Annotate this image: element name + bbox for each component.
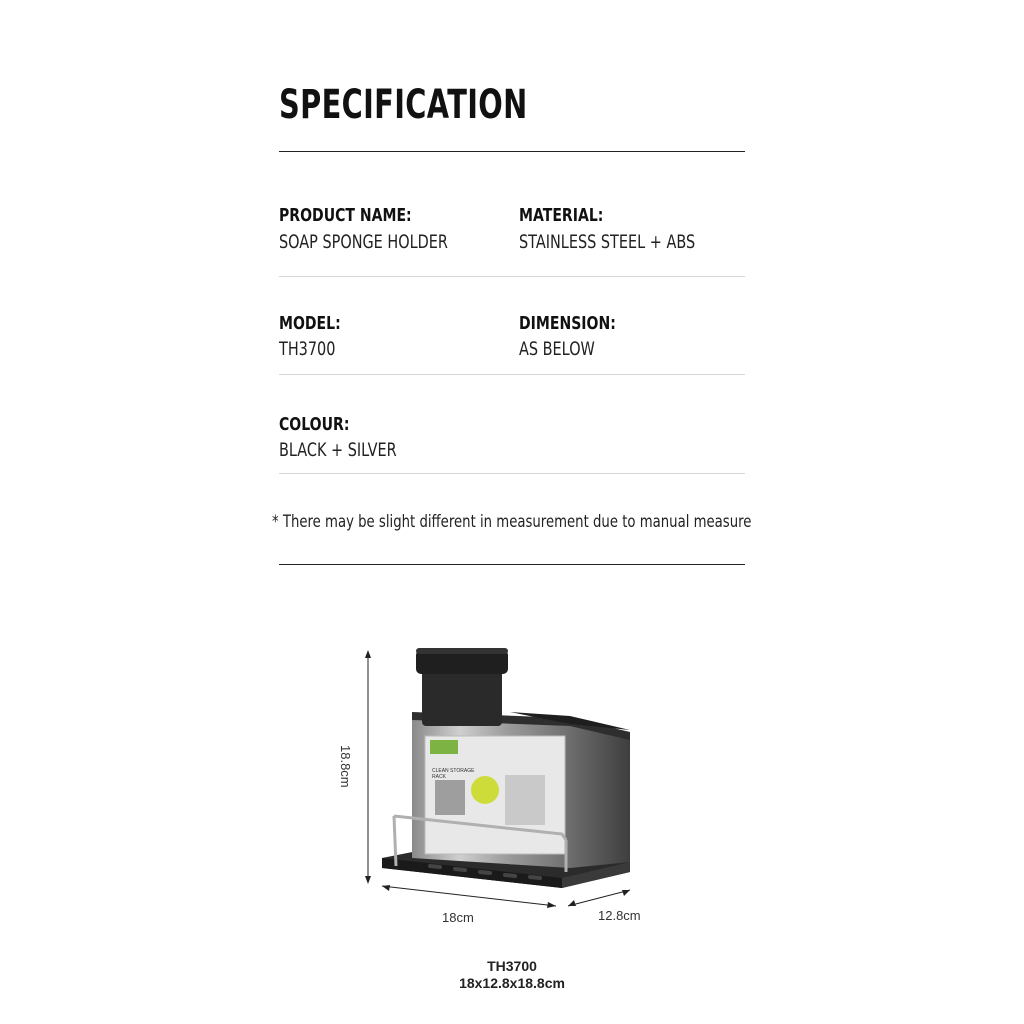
width-dimension-label: 18cm [442, 910, 474, 925]
divider [279, 564, 745, 565]
height-arrow [365, 650, 371, 884]
height-dimension-label: 18.8cm [338, 745, 353, 788]
divider [279, 276, 745, 277]
material-value: STAINLESS STEEL + ABS [519, 231, 696, 253]
caption-size: 18x12.8x18.8cm [459, 975, 565, 991]
colour-value: BLACK + SILVER [279, 439, 397, 461]
product-name-value: SOAP SPONGE HOLDER [279, 231, 448, 253]
package-text-line1: CLEAN STORAGE [432, 768, 475, 774]
divider [279, 473, 745, 474]
depth-arrow [568, 890, 630, 906]
package-text-line2: RACK [432, 774, 446, 780]
divider [279, 151, 745, 152]
caption-model: TH3700 [487, 958, 537, 974]
page-title: SPECIFICATION [279, 82, 528, 128]
product-image [330, 640, 670, 940]
measurement-note: * There may be slight different in measurement due to manual measure [272, 512, 752, 532]
divider [279, 374, 745, 375]
soap-pump [416, 648, 508, 726]
material-label: MATERIAL: [519, 205, 604, 226]
depth-dimension-label: 12.8cm [598, 908, 641, 923]
caddy-body [412, 712, 630, 868]
model-value: TH3700 [279, 338, 336, 360]
product-name-label: PRODUCT NAME: [279, 205, 412, 226]
dimension-label: DIMENSION: [519, 313, 616, 334]
dimension-value: AS BELOW [519, 338, 595, 360]
colour-label: COLOUR: [279, 414, 350, 435]
model-label: MODEL: [279, 313, 341, 334]
width-arrow [382, 885, 556, 908]
